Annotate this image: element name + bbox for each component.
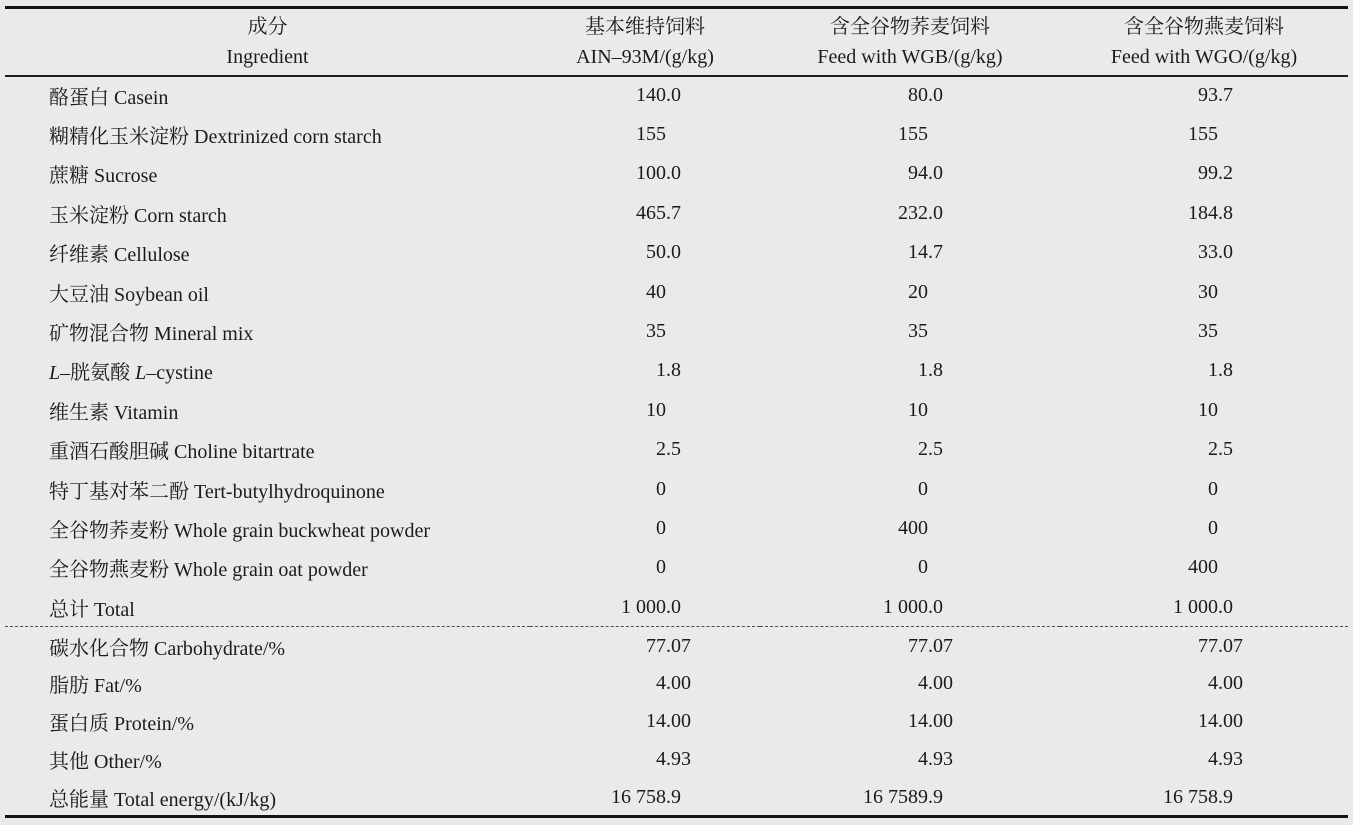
value-cell: 465 .7: [636, 201, 681, 224]
ingredient-label: 总能量 Total energy/(kJ/kg): [49, 788, 277, 811]
ingredient-label: 纤维素 Cellulose: [49, 244, 190, 267]
value-cell: 232 .0: [898, 201, 943, 224]
value-cell: 0: [1208, 477, 1218, 500]
value-cell: 0: [656, 477, 666, 500]
value-cell: 2 .5: [656, 438, 681, 461]
value-cell: 1 000 .0: [1173, 595, 1233, 618]
value-cell: 14 .00: [908, 710, 953, 733]
value-cell: 33 .0: [1198, 241, 1233, 264]
value-cell: 4 .93: [656, 748, 691, 771]
value-cell: 10: [908, 398, 928, 421]
column-header-wgo: [1060, 8, 1348, 76]
table-row: [5, 272, 1348, 311]
column-header-wgb-en: Feed with WGB/(g/kg): [817, 45, 1003, 68]
value-cell: 155: [636, 123, 666, 146]
column-header-wgb-zh: 含全谷物荞麦饲料: [830, 15, 990, 38]
table-row: [5, 233, 1348, 272]
value-cell: 0: [656, 556, 666, 579]
value-cell: 4 .00: [1208, 672, 1243, 695]
value-cell: 10: [646, 398, 666, 421]
table-row: [5, 115, 1348, 154]
column-header-ain93m: [530, 8, 760, 76]
table-header: [5, 8, 1348, 76]
value-cell: 14 .00: [1198, 710, 1243, 733]
column-header-wgo-zh: 含全谷物燕麦饲料: [1124, 15, 1284, 38]
value-cell: 1 .8: [1208, 359, 1233, 382]
ingredient-label: 碳水化合物 Carbohydrate/%: [49, 637, 286, 660]
value-cell: 400: [898, 516, 928, 539]
value-cell: 0: [656, 516, 666, 539]
value-cell: 1 .8: [656, 359, 681, 382]
value-cell: 1 000 .0: [621, 595, 681, 618]
value-cell: 100 .0: [636, 162, 681, 185]
ingredient-label: 蛋白质 Protein/%: [49, 713, 194, 736]
value-cell: 10: [1198, 398, 1218, 421]
ingredient-label: 特丁基对苯二酚 Tert-butylhydroquinone: [49, 480, 385, 503]
ingredient-label: 重酒石酸胆碱 Choline bitartrate: [49, 441, 315, 464]
value-cell: 140 .0: [636, 84, 681, 107]
table-row: [5, 351, 1348, 390]
value-cell: 94 .0: [908, 162, 943, 185]
value-cell: 40: [646, 280, 666, 303]
column-header-ingredient: [5, 8, 530, 76]
table-row: [5, 430, 1348, 469]
value-cell: 4 .00: [656, 672, 691, 695]
column-header-ain93m-zh: 基本维持饲料: [585, 15, 705, 38]
value-cell: 2 .5: [1208, 438, 1233, 461]
value-cell: 20: [908, 280, 928, 303]
header-row: [5, 8, 1348, 76]
ingredient-label: 总计 Total: [49, 598, 135, 621]
value-cell: 0: [918, 477, 928, 500]
ingredient-label: 糊精化玉米淀粉 Dextrinized corn starch: [49, 126, 382, 149]
table-row: [5, 154, 1348, 193]
table-row: [5, 509, 1348, 548]
value-cell: 50 .0: [646, 241, 681, 264]
value-cell: 93 .7: [1198, 84, 1233, 107]
value-cell: 16 7589 .9: [863, 785, 943, 808]
value-cell: 35: [1198, 320, 1218, 343]
value-cell: 0: [1208, 516, 1218, 539]
value-cell: 77 .07: [1198, 634, 1243, 657]
ingredient-label: 全谷物燕麦粉 Whole grain oat powder: [49, 559, 368, 582]
ingredient-label: 矿物混合物 Mineral mix: [49, 323, 254, 346]
ingredient-label: 蔗糖 Sucrose: [49, 165, 158, 188]
value-cell: 80 .0: [908, 84, 943, 107]
value-cell: 155: [898, 123, 928, 146]
value-cell: 14 .00: [646, 710, 691, 733]
value-cell: 30: [1198, 280, 1218, 303]
value-cell: 400: [1188, 556, 1218, 579]
table-row: [5, 741, 1348, 779]
value-cell: 1 000 .0: [883, 595, 943, 618]
column-header-wgb: [760, 8, 1060, 76]
ingredient-label: 脂肪 Fat/%: [49, 675, 142, 698]
table-row: [5, 627, 1348, 665]
table-row: [5, 588, 1348, 627]
column-header-ingredient-zh: 成分: [247, 15, 288, 38]
ingredient-label: 全谷物荞麦粉 Whole grain buckwheat powder: [49, 519, 431, 542]
column-header-ingredient-en: Ingredient: [226, 45, 309, 68]
table-row: [5, 779, 1348, 817]
value-cell: 4 .93: [1208, 748, 1243, 771]
table-row: [5, 469, 1348, 508]
value-cell: 0: [918, 556, 928, 579]
column-header-ain93m-en: AIN–93M/(g/kg): [576, 45, 714, 68]
value-cell: 16 758 .9: [1163, 785, 1233, 808]
value-cell: 77 .07: [908, 634, 953, 657]
ingredient-label: 玉米淀粉 Corn starch: [49, 204, 227, 227]
value-cell: 4 .93: [918, 748, 953, 771]
value-cell: 2 .5: [918, 438, 943, 461]
value-cell: 4 .00: [918, 672, 953, 695]
table-row: [5, 194, 1348, 233]
ingredient-label: 大豆油 Soybean oil: [49, 283, 209, 306]
value-cell: 16 758 .9: [611, 785, 681, 808]
table-row: [5, 312, 1348, 351]
ingredient-label: 酪蛋白 Casein: [49, 87, 169, 110]
value-cell: 184 .8: [1188, 201, 1233, 224]
table-row: [5, 548, 1348, 587]
ingredient-label: L–胱氨酸 L–cystine: [49, 362, 213, 385]
ingredient-label: 其他 Other/%: [49, 751, 162, 774]
table-row: [5, 665, 1348, 703]
value-cell: 99 .2: [1198, 162, 1233, 185]
nutrition-section: [5, 627, 1348, 817]
value-cell: 155: [1188, 123, 1218, 146]
value-cell: 1 .8: [918, 359, 943, 382]
ingredient-label: 维生素 Vitamin: [49, 401, 179, 424]
table-row: [5, 703, 1348, 741]
value-cell: 77 .07: [646, 634, 691, 657]
table-row: [5, 391, 1348, 430]
feed-ingredients-table: [5, 6, 1348, 818]
value-cell: 14 .7: [908, 241, 943, 264]
value-cell: 35: [646, 320, 666, 343]
table-row: [5, 76, 1348, 115]
value-cell: 35: [908, 320, 928, 343]
ingredients-section: [5, 76, 1348, 627]
column-header-wgo-en: Feed with WGO/(g/kg): [1110, 45, 1298, 68]
